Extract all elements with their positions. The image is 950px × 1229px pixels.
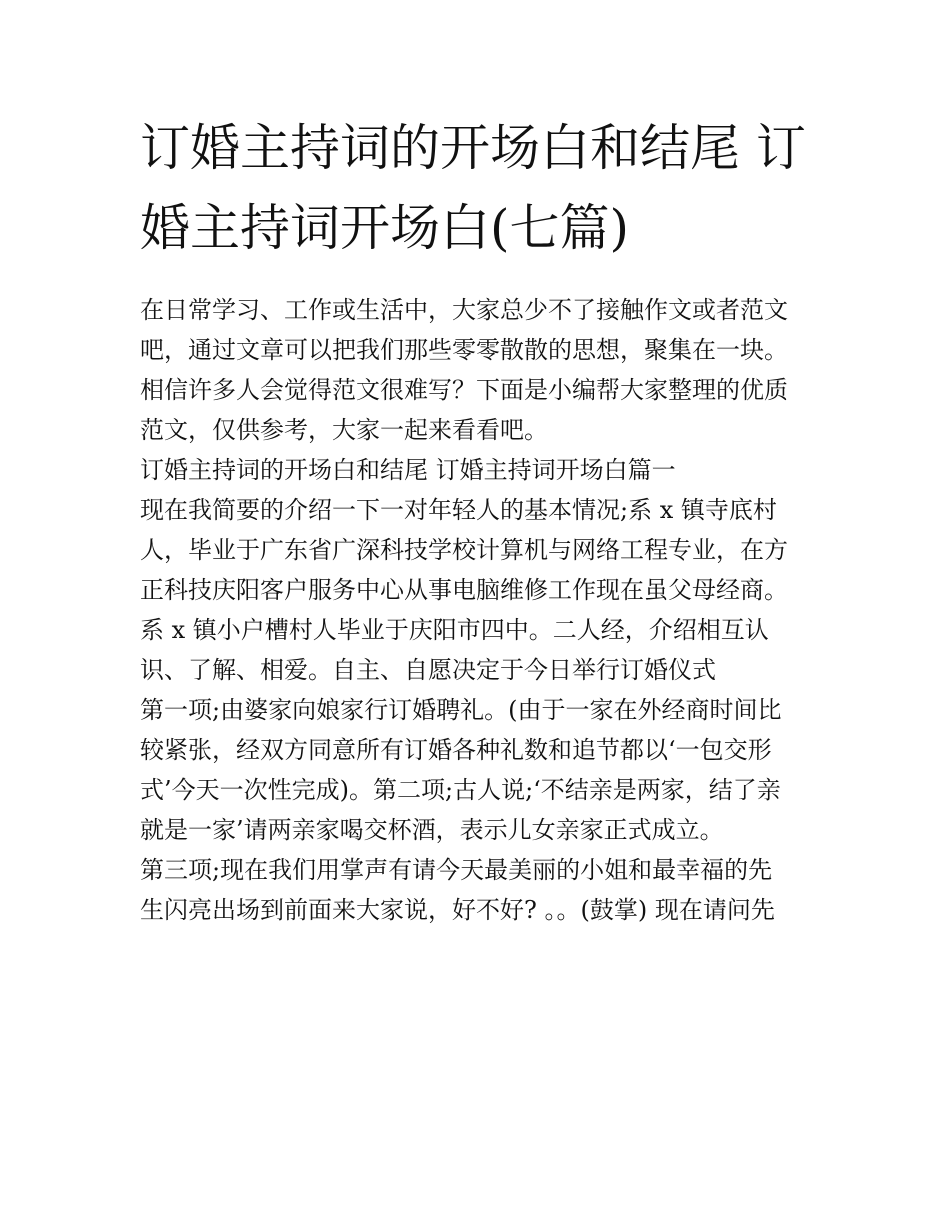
paragraph-introduction-of-couple <box>140 490 830 690</box>
text-line: 现在我简要的介绍一下一对年轻人的基本情况;系 x 镇寺底村 <box>140 496 777 524</box>
text-line: 识、了解、相爱。自主、自愿决定于今日举行订婚仪式 <box>140 656 716 684</box>
text-line: 在日常学习、工作或生活中，大家总少不了接触作文或者范文 <box>140 296 788 324</box>
text-line: 第三项;现在我们用掌声有请今天最美丽的小姐和最幸福的先 <box>140 856 773 884</box>
title-line: 婚主持词开场白(七篇) <box>140 199 630 257</box>
text-line: 相信许多人会觉得范文很难写？下面是小编帮大家整理的优质 <box>140 376 788 404</box>
text-line: 就是一家’请两亲家喝交杯酒，表示儿女亲家正式成立。 <box>140 816 724 844</box>
section-heading <box>140 450 830 490</box>
text-line: 第一项;由婆家向娘家行订婚聘礼。(由于一家在外经商时间比 <box>140 696 782 724</box>
title-line: 订婚主持词的开场白和结尾 订 <box>140 119 806 177</box>
text-line: 较紧张，经双方同意所有订婚各种礼数和追节都以‘一包交形 <box>140 736 772 764</box>
text-line: 订婚主持词的开场白和结尾 订婚主持词开场白篇一 <box>140 456 676 484</box>
text-line: 吧，通过文章可以把我们那些零零散散的思想，聚集在一块。 <box>140 336 788 364</box>
paragraph-third-item <box>140 850 830 930</box>
text-line: 范文，仅供参考，大家一起来看看吧。 <box>140 416 548 444</box>
document-page <box>140 108 830 930</box>
document-title <box>140 108 830 268</box>
paragraph-intro <box>140 290 830 450</box>
text-line: 式’今天一次性完成)。第二项;古人说;‘不结亲是两家，结了亲 <box>140 776 781 804</box>
text-line: 正科技庆阳客户服务中心从事电脑维修工作现在虽父母经商。 <box>140 576 788 604</box>
text-line: 人，毕业于广东省广深科技学校计算机与网络工程专业，在方 <box>140 536 788 564</box>
text-line: 系 x 镇小户槽村人毕业于庆阳市四中。二人经，介绍相互认 <box>140 616 769 644</box>
paragraph-first-item <box>140 690 830 850</box>
text-line: 生闪亮出场到前面来大家说，好不好? 。。(鼓掌) 现在请问先 <box>140 896 775 924</box>
document-body <box>140 290 830 930</box>
